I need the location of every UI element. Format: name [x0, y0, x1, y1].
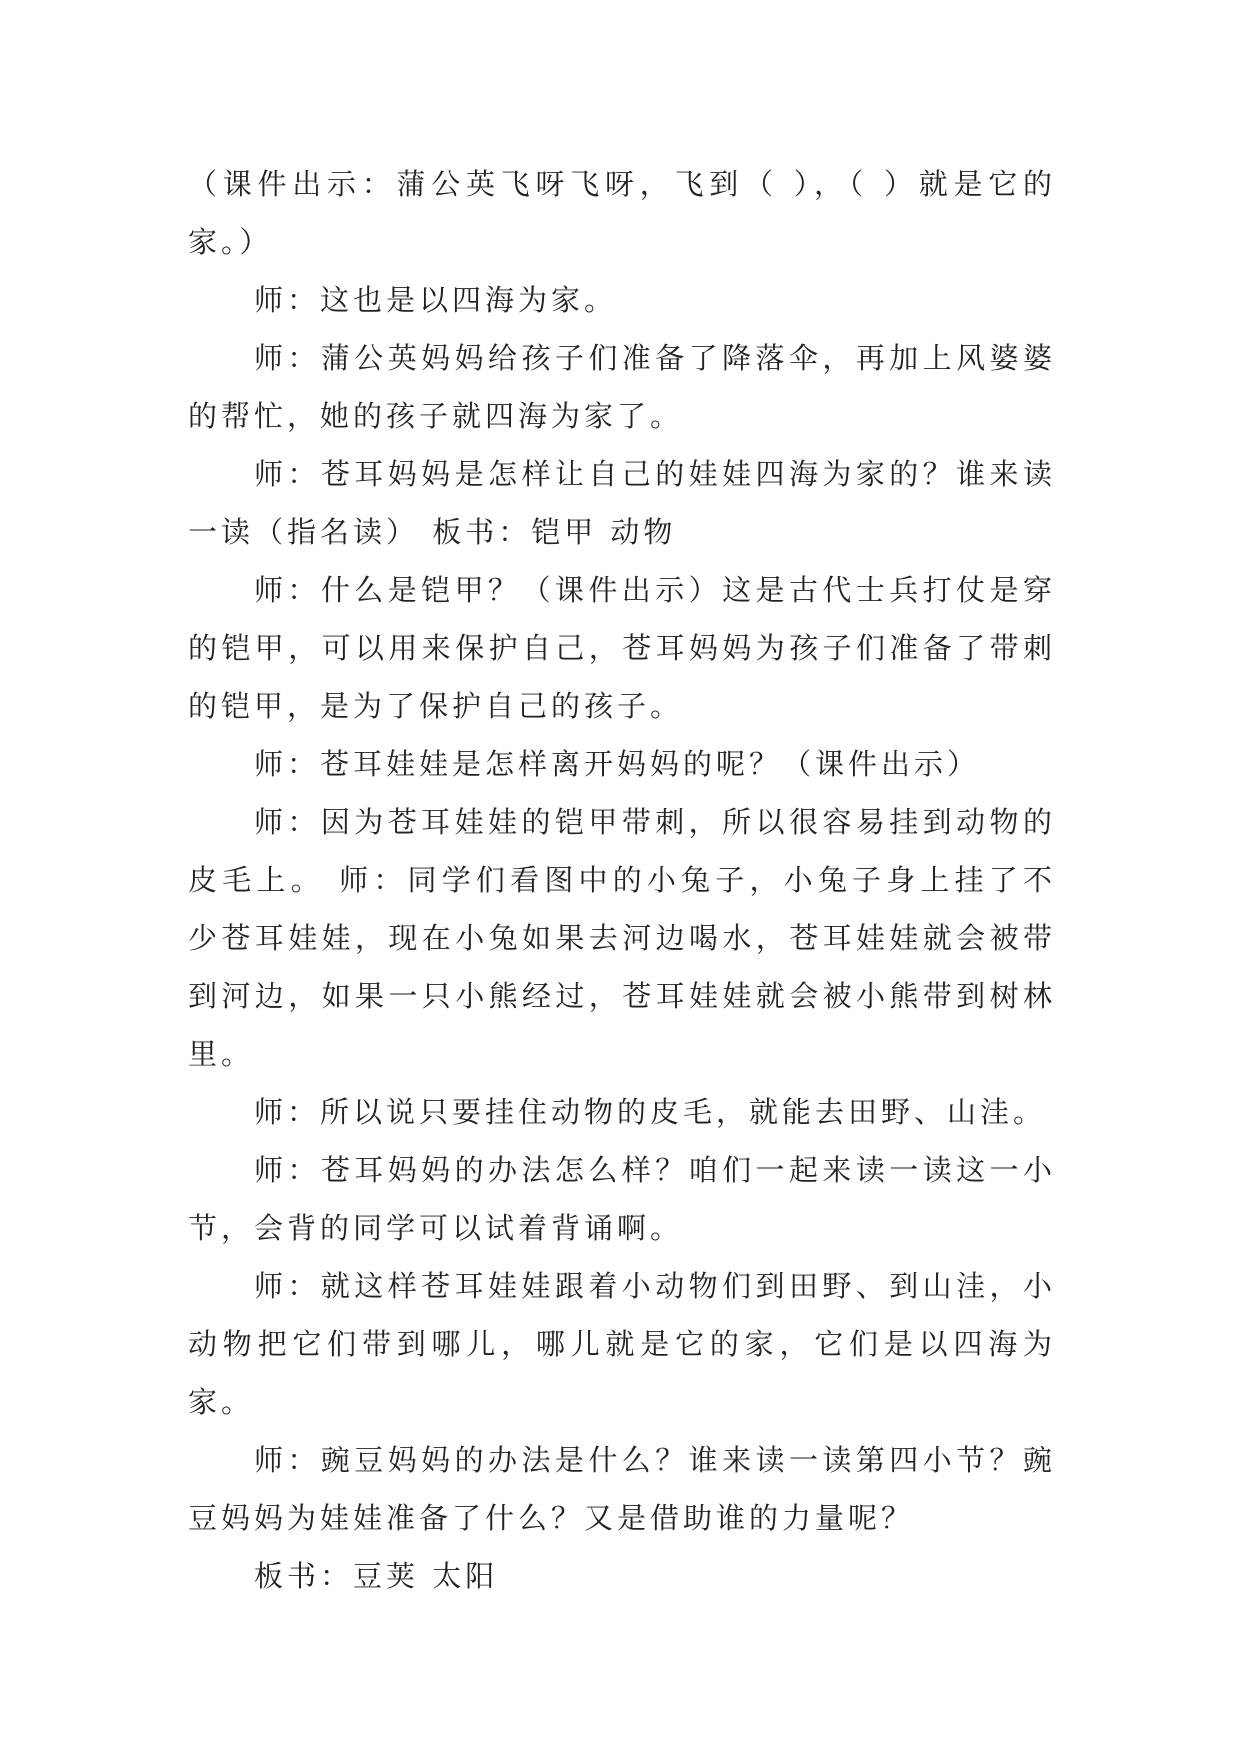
paragraph-courseware-prompt: （课件出示：蒲公英飞呀飞呀，飞到（ ），（ ）就是它的家。）	[188, 167, 1056, 259]
paragraph-teacher-line: 师：苍耳娃娃是怎样离开妈妈的呢？（课件出示）	[254, 747, 981, 781]
paragraph-teacher-line: 师：所以说只要挂住动物的皮毛，就能去田野、山洼。	[254, 1095, 1047, 1129]
paragraph-teacher-line: 师：蒲公英妈妈给孩子们准备了降落伞，再加上风婆婆的帮忙，她的孩子就四海为家了。	[188, 341, 1056, 433]
paragraph-teacher-line: 师：就这样苍耳娃娃跟着小动物们到田野、到山洼，小动物把它们带到哪儿，哪儿就是它的家，它们是以四海为家。	[188, 1269, 1056, 1419]
paragraph-blackboard-note: 板书：豆荚 太阳	[254, 1559, 499, 1593]
paragraph-teacher-line: 师：苍耳妈妈是怎样让自己的娃娃四海为家的？谁来读一读（指名读） 板书：铠甲 动物	[188, 457, 1056, 549]
paragraph-teacher-line: 师：苍耳妈妈的办法怎么样？咱们一起来读一读这一小节，会背的同学可以试着背诵啊。	[188, 1153, 1056, 1245]
paragraph-teacher-line: 师：因为苍耳娃娃的铠甲带刺，所以很容易挂到动物的皮毛上。 师：同学们看图中的小兔子，小兔子身上挂了不少苍耳娃娃，现在小兔如果去河边喝水，苍耳娃娃就会被带到河边，如果一只小熊经过，苍耳娃娃就会被小熊带到树林里。	[188, 805, 1056, 1071]
paragraph-teacher-line: 师：豌豆妈妈的办法是什么？谁来读一读第四小节？豌豆妈妈为娃娃准备了什么？又是借助谁的力量呢？	[188, 1443, 1056, 1535]
paragraph-teacher-line: 师：这也是以四海为家。	[254, 283, 618, 317]
paragraph-teacher-line: 师：什么是铠甲？（课件出示）这是古代士兵打仗是穿的铠甲，可以用来保护自己，苍耳妈妈为孩子们准备了带刺的铠甲，是为了保护自己的孩子。	[188, 573, 1056, 723]
document-body	[188, 155, 1056, 1605]
